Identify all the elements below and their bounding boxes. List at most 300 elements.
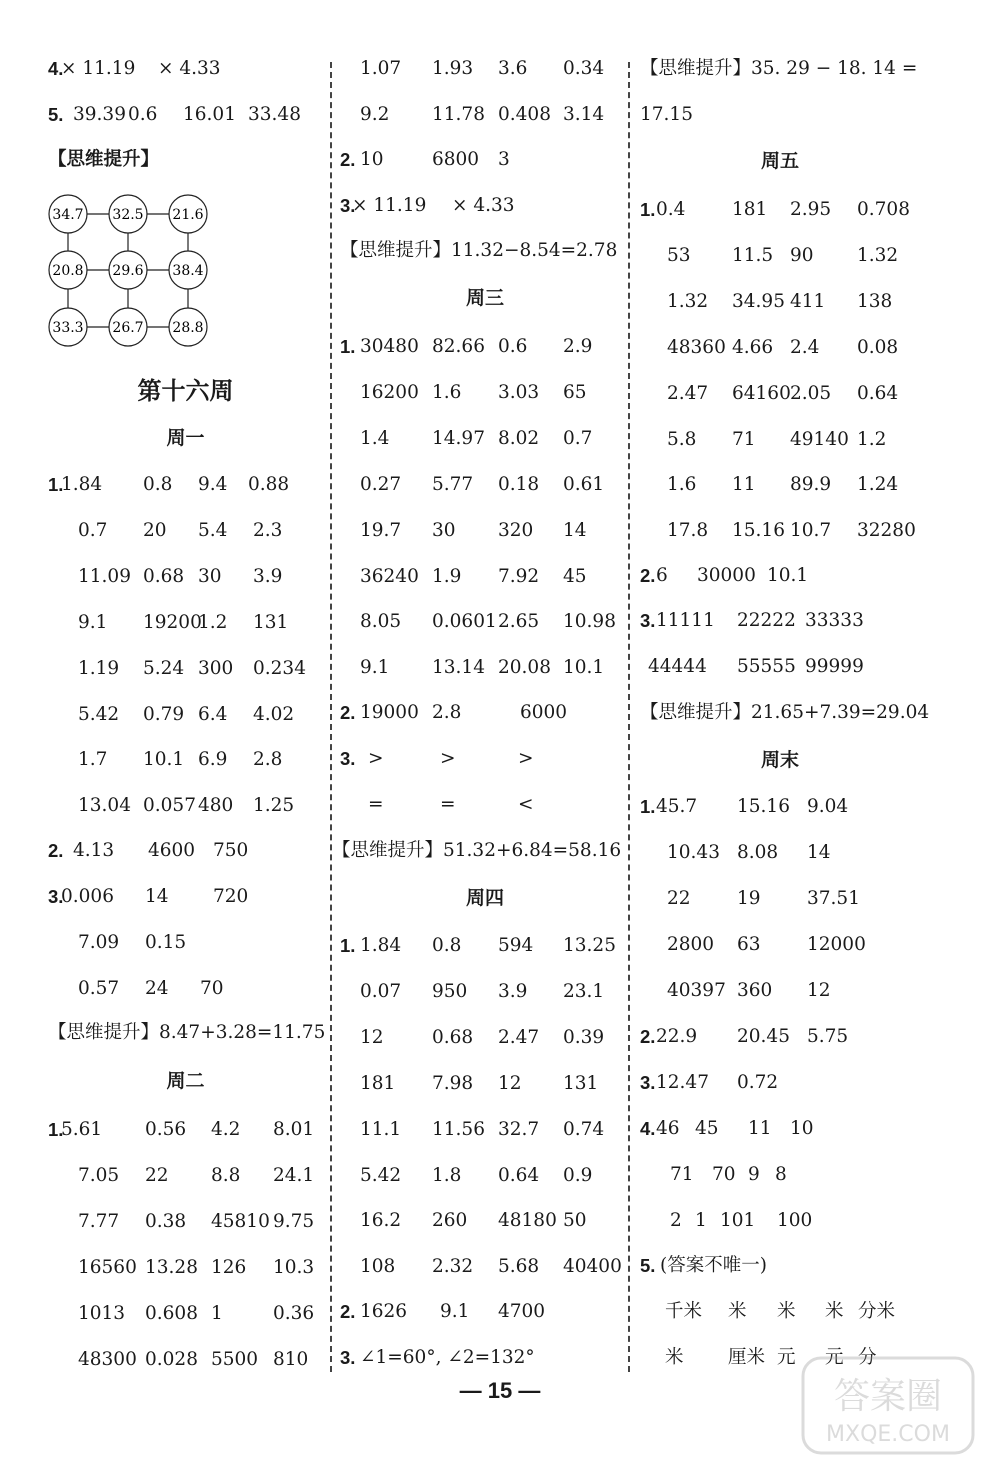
answer-value: 13.04 [78,795,131,817]
answer-value: 1013 [78,1302,126,1324]
answer-value: 11.1 [360,1118,402,1140]
answer-value: 181 [360,1072,396,1094]
answer-value: 12 [498,1072,522,1094]
svg-text:答案圈: 答案圈 [833,1376,943,1417]
answer-value: 8.01 [273,1119,315,1140]
grid-value: 21.6 [172,207,204,223]
answer-value: 分 [858,1346,877,1368]
answer-value: 50 [563,1210,587,1232]
answer-value: 2800 [667,933,715,955]
answer-value: 16200 [360,381,419,403]
question-number: 4. [640,1118,656,1139]
answer-value: 5.42 [78,703,120,725]
answer-value: 0.7 [563,427,593,449]
answer-value: 4.02 [253,703,295,725]
answer-value: 1.84 [61,474,103,495]
question-number: 1. [640,796,656,817]
answer-value: 594 [498,935,534,956]
answer-value: 11111 [656,610,715,631]
answer-value: 101 [720,1209,756,1231]
answer-value: 4700 [498,1301,546,1322]
answer-value: 7.92 [498,565,540,587]
answer-value: 0.08 [857,336,899,358]
answer-value: 1.32 [857,244,899,266]
answer-value: 2 [670,1209,682,1231]
answer-value: 19 [737,887,761,909]
answer-value: 2.8 [432,702,462,723]
think-result: 【思维提升】11.32−8.54=2.78 [340,240,618,261]
answer-value: 米 [825,1301,844,1322]
answer-value: 16560 [78,1256,137,1278]
page-number: — 15 — [459,1378,541,1403]
answer-value: 30 [198,565,222,587]
answer-value: 14 [563,519,587,541]
section-heading: 周末 [760,749,799,771]
answer-value: 131 [563,1072,599,1094]
answer-value: 7.09 [78,931,120,953]
answer-value: 0.68 [143,565,185,587]
answer-value: 11 [732,474,756,496]
answer-value: 11 [748,1118,772,1139]
answer-value: 13.14 [432,657,485,679]
answer-value: 2.8 [253,749,283,771]
answer-value: 2.4 [790,336,820,358]
question-number: 5. [48,104,64,125]
answer-value: 34.95 [732,290,785,312]
answer-value: 1.25 [253,795,295,817]
answer-value: 40400 [563,1256,622,1278]
answer-value: 55555 [737,655,796,677]
answer-value: 12.47 [656,1072,709,1093]
question-number: 3. [640,610,656,631]
answer-value: 0.64 [857,382,899,404]
answer-value: 3 [498,149,510,170]
answer-value: 22 [667,887,691,909]
answer-value: 12 [807,979,831,1001]
answer-value: 厘米 [728,1346,766,1368]
question-number: 1. [340,935,356,956]
answer-value: = [368,793,384,815]
answer-value: 0.38 [145,1210,187,1232]
answer-value: 63 [737,933,761,955]
answer-value: 480 [198,795,234,817]
answer-value: 181 [732,199,768,220]
answer-value: 82.66 [432,336,485,357]
answer-value: 9.2 [360,103,390,125]
number-grid [48,194,208,354]
answer-value: 70 [200,977,224,999]
section-heading: 周一 [166,427,205,449]
answer-value: 45.7 [656,796,698,817]
answer-value: 19200 [143,611,202,633]
answer-value: 6.4 [198,703,228,725]
answer-value: 1.84 [360,935,402,956]
grid-value: 26.7 [112,320,144,336]
answer-value: 1.32 [667,290,709,312]
answer-value: 40397 [667,979,726,1001]
answer-value: 16.2 [360,1210,402,1232]
answer-value: 30 [432,519,456,541]
answer-column-1 [48,0,326,1400]
watermark-logo [798,1353,978,1458]
answer-value: 37.51 [807,887,860,909]
answer-value: 90 [790,244,814,266]
answer-value: 0.18 [498,473,540,495]
answer-value: 0.6 [498,336,528,357]
answer-value: 2.95 [790,199,832,220]
answer-value: 23.1 [563,980,605,1002]
answer-value: 126 [211,1256,247,1278]
answer-value: 1.2 [198,611,228,633]
answer-value: (答案不唯一) [660,1255,767,1276]
answer-value: 1.07 [360,58,402,79]
answer-value: > [518,748,534,769]
answer-value: 0.6 [128,104,158,125]
answer-value: 99999 [805,655,864,677]
answer-value: 4600 [148,840,196,861]
answer-value: 8.02 [498,427,540,449]
answer-value: 0.39 [563,1026,605,1048]
answer-value: 0.8 [143,474,173,495]
grid-value: 38.4 [172,263,204,279]
column-divider-2 [628,62,630,1372]
answer-value: 750 [213,840,249,861]
answer-value: 1626 [360,1301,408,1322]
think-result-continued: 17.15 [640,104,693,125]
answer-value: 5.24 [143,657,185,679]
question-number: 1. [640,199,656,220]
answer-value: 10.3 [273,1256,315,1278]
answer-value: 9.1 [360,657,390,679]
answer-value: × 11.19 [352,195,427,216]
answer-value: 22.9 [656,1026,698,1047]
answer-value: 2.9 [563,336,593,357]
answer-value: 0.72 [737,1072,779,1093]
answer-value: 0.028 [145,1348,198,1370]
answer-value: 19000 [360,702,419,723]
answer-value: 6 [656,565,668,586]
question-number: 2. [340,149,356,170]
question-number: 3. [340,748,356,769]
question-number: 2. [340,1301,356,1322]
answer-value: 2.47 [498,1026,540,1048]
question-number: 1. [340,336,356,357]
answer-value: 1.6 [667,474,697,496]
answer-value: 5.68 [498,1256,540,1278]
answer-value: 7.77 [78,1210,120,1232]
answer-value: 13.25 [563,935,616,956]
answer-value: 10.43 [667,841,720,863]
answer-value: > [368,748,384,769]
answer-value: 0.64 [498,1164,540,1186]
section-heading: 周三 [465,287,504,309]
answer-value: 33333 [805,610,864,631]
answer-value: ∠1=60°, ∠2=132° [360,1347,535,1368]
answer-value: 6800 [432,149,480,170]
answer-value: 5.61 [61,1119,103,1140]
question-number: 3. [340,1347,356,1368]
answer-value: 0.79 [143,703,185,725]
answer-value: 千米 [665,1301,703,1322]
answer-value: 10 [360,149,384,170]
answer-value: 8.8 [211,1164,241,1186]
answer-value: 0.88 [248,474,290,495]
answer-value: 10.1 [767,565,809,586]
answer-column-2 [332,0,622,1400]
answer-value: 1.93 [432,58,474,79]
answer-value: 138 [857,290,893,312]
grid-value: 33.3 [52,320,84,336]
answer-value: 39.39 [73,104,126,125]
answer-value: 2.32 [432,1256,474,1278]
answer-value: 46 [656,1118,680,1139]
answer-value: 11.78 [432,103,485,125]
answer-value: < [518,793,534,815]
section-heading: 第十六周 [137,376,234,405]
answer-value: 810 [273,1348,309,1370]
answer-value: 1 [211,1302,223,1324]
section-heading: 周五 [760,150,799,172]
answer-value: 1.19 [78,657,120,679]
answer-value: 8 [775,1163,787,1185]
think-result: 【思维提升】21.65+7.39=29.04 [640,702,930,723]
answer-value: 131 [253,611,289,633]
answer-value: 10.1 [143,749,185,771]
answer-value: 320 [498,519,534,541]
answer-value: 7.98 [432,1072,474,1094]
answer-value: 0.15 [145,931,187,953]
answer-value: 14.97 [432,427,485,449]
answer-value: 4.2 [211,1119,241,1140]
answer-value: 1.9 [432,565,462,587]
answer-value: 0.408 [498,103,551,125]
section-heading: 周二 [166,1070,205,1092]
answer-value: 44444 [648,655,707,677]
answer-value: 950 [432,980,468,1002]
answer-value: 64160 [732,382,791,404]
answer-value: 0.34 [563,58,605,79]
answer-value: 0.234 [253,657,306,679]
answer-value: 20.45 [737,1026,790,1047]
answer-value: 7.05 [78,1164,120,1186]
answer-value: 65 [563,381,587,403]
answer-value: 24.1 [273,1164,315,1186]
answer-value: 0.68 [432,1026,474,1048]
answer-value: 24 [145,977,169,999]
answer-value: 100 [777,1209,813,1231]
answer-value: 10 [790,1118,814,1139]
answer-value: 53 [667,244,691,266]
think-result: 【思维提升】51.32+6.84=58.16 [332,840,622,861]
answer-value: 6.9 [198,749,228,771]
grid-value: 29.6 [112,263,144,279]
question-number: 1. [48,474,64,495]
answer-value: 9.1 [440,1301,470,1322]
answer-value: 10.1 [563,657,605,679]
answer-value: 米 [777,1301,796,1322]
think-heading: 【思维提升】 [48,149,160,170]
answer-value: 0.56 [145,1119,187,1140]
answer-value: 0.07 [360,980,402,1002]
answer-value: 17.8 [667,520,709,542]
answer-value: 11.5 [732,244,774,266]
answer-value: 12000 [807,933,866,955]
answer-value: 11.56 [432,1118,485,1140]
answer-value: 36240 [360,565,419,587]
answer-value: 3.9 [498,980,528,1002]
answer-value: 8.05 [360,611,402,633]
answer-value: 10.98 [563,611,616,633]
answer-value: 12 [360,1026,384,1048]
answer-value: 89.9 [790,474,832,496]
answer-value: 14 [807,841,831,863]
answer-value: 1.8 [432,1164,462,1186]
answer-value: 720 [213,886,249,907]
grid-value: 28.8 [172,320,204,336]
answer-value: 0.608 [145,1302,198,1324]
answer-value: 0.27 [360,473,402,495]
answer-value: 0.057 [143,795,196,817]
answer-value: 0.708 [857,199,910,220]
answer-value: 1.6 [432,381,462,403]
answer-value: 5.75 [807,1026,849,1047]
answer-value: 0.9 [563,1164,593,1186]
answer-value: 2.05 [790,382,832,404]
think-result: 【思维提升】8.47+3.28=11.75 [48,1022,326,1043]
answer-value: 14 [145,886,169,907]
answer-value: 3.03 [498,381,540,403]
answer-value: 9.4 [198,474,228,495]
answer-value: 22 [145,1164,169,1186]
answer-value: × 4.33 [452,195,515,216]
answer-value: 9.75 [273,1210,315,1232]
question-number: 2. [48,840,64,861]
svg-text:MXQE.COM: MXQE.COM [826,1422,950,1447]
answer-value: 0.006 [61,886,114,907]
answer-value: 20 [143,519,167,541]
answer-value: 1.7 [78,749,108,771]
question-number: 2. [640,565,656,586]
answer-value: 3.9 [253,565,283,587]
answer-value: 411 [790,290,826,312]
answer-value: × 4.33 [158,58,221,79]
answer-value: 16.01 [183,104,236,125]
answer-value: 19.7 [360,519,402,541]
answer-value: × 11.19 [61,58,136,79]
answer-value: 0.0601 [432,611,497,633]
answer-value: 4.13 [73,840,115,861]
answer-value: 32280 [857,520,916,542]
answer-value: 20.08 [498,657,551,679]
answer-value: 45 [563,565,587,587]
answer-value: 30480 [360,336,419,357]
answer-value: 33.48 [248,104,301,125]
answer-value: 5.8 [667,428,697,450]
question-number: 4. [48,58,64,79]
answer-value: 米 [728,1301,747,1322]
answer-value: 0.8 [432,935,462,956]
answer-value: 2.65 [498,611,540,633]
answer-value: 10.7 [790,520,832,542]
answer-value: 1.2 [857,428,887,450]
answer-value: 15.16 [732,520,785,542]
answer-value: 260 [432,1210,468,1232]
answer-value: 6000 [520,702,568,723]
page-number-value: 15 [487,1378,513,1403]
answer-value: > [440,748,456,769]
answer-value: 45 [695,1118,719,1139]
answer-value: 9.04 [807,796,849,817]
answer-value: 1 [695,1209,707,1231]
answer-value: 9 [748,1163,760,1185]
grid-value: 20.8 [52,263,84,279]
answer-value: 360 [737,979,773,1001]
question-number: 5. [640,1255,656,1276]
answer-value: 1.4 [360,427,390,449]
answer-value: 0.36 [273,1302,315,1324]
answer-value: 5.77 [432,473,474,495]
answer-value: 15.16 [737,796,790,817]
answer-value: 0.57 [78,977,120,999]
answer-value: 2.47 [667,382,709,404]
question-number: 2. [340,702,356,723]
answer-value: = [440,793,456,815]
answer-value: 5500 [211,1348,259,1370]
answer-value: 元 [777,1346,796,1368]
answer-value: 30000 [697,565,756,586]
answer-value: 0.61 [563,473,605,495]
answer-value: 71 [732,428,756,450]
answer-value: 0.7 [78,519,108,541]
answer-value: 13.28 [145,1256,198,1278]
answer-value: 48180 [498,1210,557,1232]
answer-value: 48300 [78,1348,137,1370]
answer-value: 0.74 [563,1118,605,1140]
answer-column-3 [640,0,940,1400]
answer-value: 300 [198,657,234,679]
question-number: 2. [640,1026,656,1047]
answer-value: 11.09 [78,565,131,587]
answer-value: 70 [712,1163,736,1185]
answer-value: 分米 [858,1301,896,1322]
answer-value: 49140 [790,428,849,450]
answer-value: 8.08 [737,841,779,863]
answer-value: 108 [360,1256,396,1278]
question-number: 3. [340,195,356,216]
think-result: 【思维提升】35. 29 − 18. 14 = [640,58,918,79]
answer-value: 3.6 [498,58,528,79]
answer-value: 71 [670,1163,694,1185]
answer-value: 48360 [667,336,726,358]
answer-value: 9.1 [78,611,108,633]
answer-value: 22222 [737,610,796,631]
grid-value: 32.5 [112,207,144,223]
answer-value: 1.24 [857,474,899,496]
answer-value: 4.66 [732,336,774,358]
answer-value: 3.14 [563,103,605,125]
section-heading: 周四 [465,887,504,909]
question-number: 3. [48,886,64,907]
question-number: 1. [48,1119,64,1140]
column-divider-1 [330,62,332,1372]
answer-value: 5.42 [360,1164,402,1186]
answer-value: 0.4 [656,199,686,220]
answer-value: 45810 [211,1210,270,1232]
answer-value: 2.3 [253,519,283,541]
answer-value: 米 [665,1346,684,1368]
answer-value: 元 [825,1346,844,1368]
answer-value: 5.4 [198,519,228,541]
